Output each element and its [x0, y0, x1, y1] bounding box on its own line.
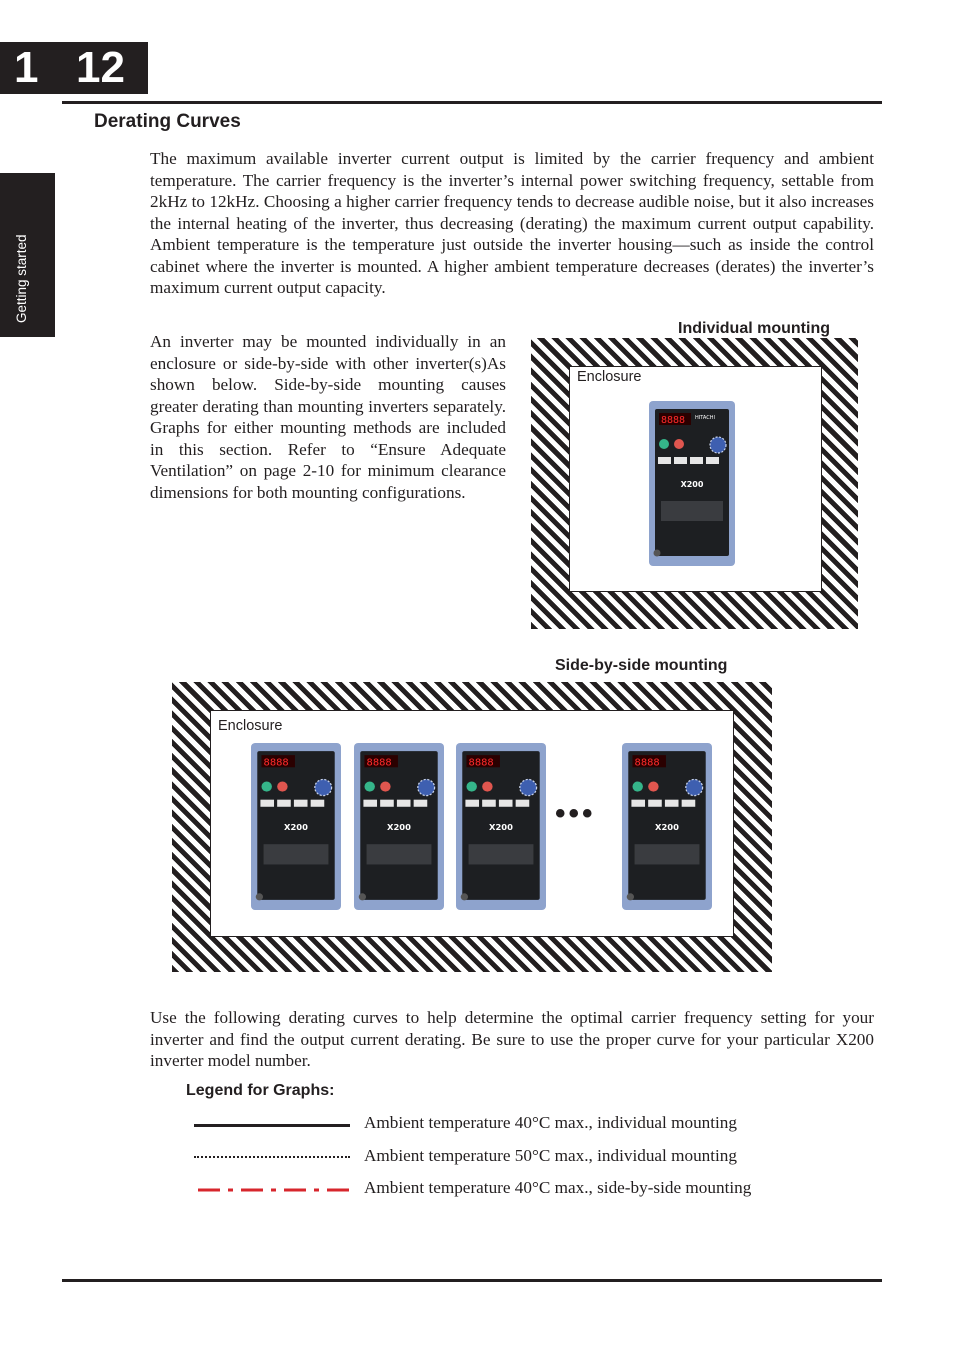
svg-text:X200: X200 [489, 822, 513, 833]
page-number: 12 [76, 43, 125, 92]
top-rule [62, 101, 882, 104]
derating-usage-paragraph: Use the following derating curves to help determine the optimal carrier frequency setting for your inverter and find the output current derating. Be sure to use the proper curve for your particular X200 inverter model number. [150, 1008, 874, 1070]
inverter-image-1 [251, 743, 341, 910]
individual-mounting-diagram [531, 338, 858, 629]
svg-text:8888: 8888 [634, 756, 660, 769]
intro-paragraph: The maximum available inverter current output is limited by the carrier frequency and ambient temperature. The carrier frequency is the inverter’s internal power switching frequency, settable from 2kHz to 12kHz. Choosing a higher carrier frequency tends to decrease audible noise, but it also increases the internal heating of the inverter, thus decreasing (derating) the maximum current output capability. Ambient temperature is the temperature just outside the inverter housing—such as inside the control cabinet where the inverter is mounted. A higher ambient temperature decreases (derates) the inverter’s maximum current output capacity. [150, 149, 874, 297]
svg-text:HITACHI: HITACHI [695, 415, 715, 421]
inverter-image [649, 401, 735, 566]
page-number-tab [0, 42, 148, 94]
legend-item [194, 1146, 894, 1170]
inverter-image-4 [622, 743, 712, 910]
legend-label: Ambient temperature 40°C max., side-by-side mounting [364, 1178, 752, 1197]
legend-item [194, 1178, 894, 1202]
enclosure-box [569, 366, 822, 592]
mounting-paragraph: An inverter may be mounted individually in an enclosure or side-by-side with other inverter(s)As shown below. Side-by-side mounting causes greater derating than mounting inverters separately. Graphs for either mounting methods are included in this section. Refer to “Ensure Adequate Ventilation” on page 2-10 for minimum clearance dimensions for both mounting configurations. [150, 332, 506, 502]
svg-text:8888: 8888 [468, 756, 494, 769]
side-by-side-mounting-diagram [172, 682, 772, 972]
inverter-image-3 [456, 743, 546, 910]
svg-text:X200: X200 [680, 480, 704, 489]
individual-mounting-caption: Individual mounting [678, 320, 830, 337]
chapter-number: 1 [14, 43, 39, 92]
chapter-side-tab [0, 173, 55, 337]
legend-dash-dot-line [198, 1188, 350, 1192]
enclosure-box [210, 710, 734, 937]
svg-text:X200: X200 [284, 822, 308, 833]
legend-title: Legend for Graphs: [186, 1082, 335, 1099]
svg-text:X200: X200 [387, 822, 411, 833]
section-title: Derating Curves [94, 111, 241, 132]
more-inverters-ellipsis: ••• [555, 797, 596, 830]
bottom-rule [62, 1279, 882, 1282]
side-by-side-mounting-caption: Side-by-side mounting [555, 657, 728, 674]
svg-text:8888: 8888 [661, 415, 686, 426]
inverter-image-2 [354, 743, 444, 910]
legend-label: Ambient temperature 40°C max., individual mounting [364, 1113, 737, 1132]
legend-label: Ambient temperature 50°C max., individual mounting [364, 1146, 737, 1165]
legend-item [194, 1113, 894, 1137]
enclosure-label: Enclosure [218, 718, 283, 734]
enclosure-label: Enclosure [577, 369, 642, 385]
svg-text:X200: X200 [655, 822, 679, 833]
svg-text:8888: 8888 [263, 756, 289, 769]
svg-text:8888: 8888 [366, 756, 392, 769]
side-tab-label: Getting started [14, 234, 29, 323]
legend-solid-line [194, 1124, 350, 1127]
legend-dotted-line [194, 1156, 350, 1158]
